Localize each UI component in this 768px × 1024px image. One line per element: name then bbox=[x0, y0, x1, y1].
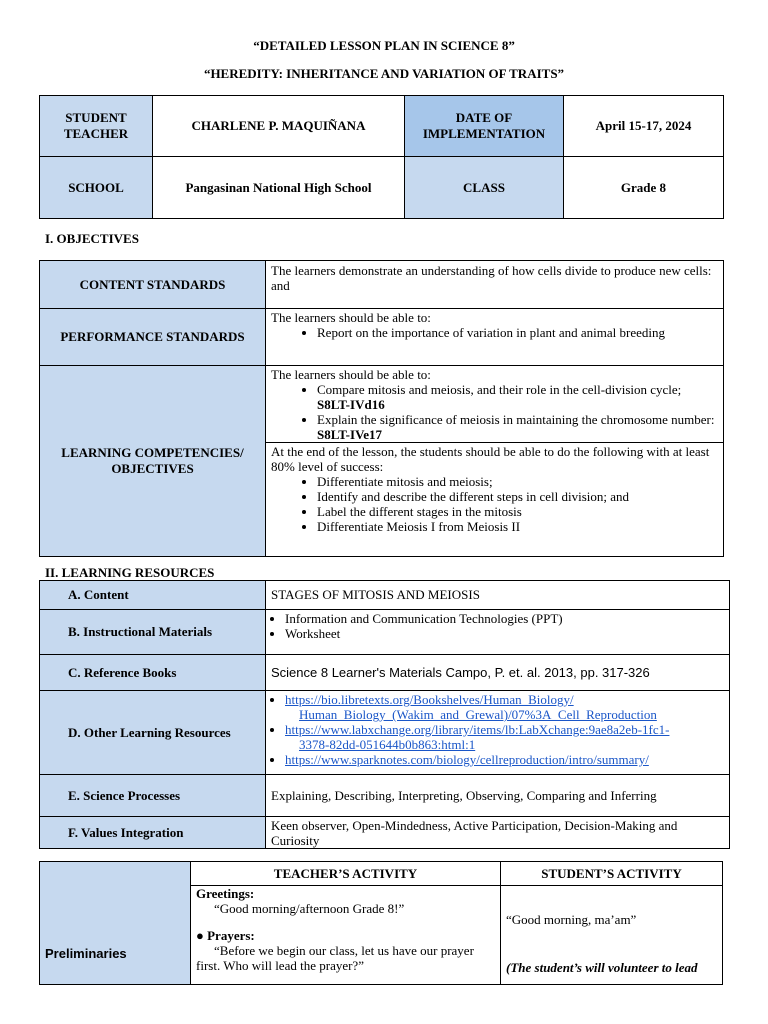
prayers-row bbox=[196, 928, 495, 943]
class-value: Grade 8 bbox=[564, 157, 724, 219]
performance-standards-cell bbox=[266, 309, 724, 366]
competency-code: S8LT-IVe17 bbox=[317, 427, 383, 442]
list-item bbox=[317, 382, 718, 412]
prayers-text: “Before we begin our class, let us have our prayer first. Who will lead the prayer?” bbox=[196, 943, 474, 973]
activity-table bbox=[39, 861, 723, 985]
resources-table bbox=[39, 580, 730, 849]
objectives-table bbox=[39, 260, 724, 557]
list-item bbox=[285, 722, 724, 752]
content-standards-text: The learners demonstrate an understanding of how cells divide to produce new cells: and bbox=[266, 261, 724, 309]
content-value: STAGES OF MITOSIS AND MEIOSIS bbox=[266, 581, 730, 610]
competency-code: S8LT-IVd16 bbox=[317, 397, 385, 412]
resource-link-labxchange[interactable] bbox=[285, 722, 669, 752]
list-item bbox=[317, 412, 718, 442]
link-text: https://bio.libretexts.org/Bookshelves/Human_Biology/ bbox=[285, 692, 574, 707]
bullet-icon: ● bbox=[196, 928, 204, 943]
objectives-heading: I. OBJECTIVES bbox=[45, 231, 139, 246]
books-label: C. Reference Books bbox=[40, 655, 266, 691]
link-text: Human_Biology_(Wakim_and_Grewal)/07%3A_Cell_Reproduction bbox=[299, 707, 657, 722]
document-subtitle: “HEREDITY: INHERITANCE AND VARIATION OF TRAITS” bbox=[203, 66, 565, 81]
resource-link-libretexts[interactable] bbox=[285, 692, 657, 722]
teacher-activity-header: TEACHER’S ACTIVITY bbox=[191, 862, 501, 886]
prayers-label: Prayers: bbox=[207, 928, 255, 943]
processes-label: E. Science Processes bbox=[40, 775, 266, 817]
student-teacher-name: CHARLENE P. MAQUIÑANA bbox=[153, 96, 405, 157]
books-value: Science 8 Learner's Materials Campo, P. et. al. 2013, pp. 317-326 bbox=[266, 655, 730, 691]
info-table bbox=[39, 95, 724, 219]
list-item: • Information and Communication Technologies (PPT) bbox=[285, 611, 724, 626]
objectives-cell bbox=[266, 443, 724, 557]
competencies-intro: The learners should be able to: bbox=[271, 367, 431, 382]
document-title: “DETAILED LESSON PLAN IN SCIENCE 8” bbox=[253, 38, 515, 53]
class-label: CLASS bbox=[405, 157, 564, 219]
other-resources-label: D. Other Learning Resources bbox=[40, 691, 266, 775]
list-item: • Differentiate mitosis and meiosis; bbox=[317, 474, 718, 489]
materials-cell bbox=[266, 610, 730, 655]
greetings-text: “Good morning/afternoon Grade 8!” bbox=[214, 901, 405, 916]
student-activity-cell bbox=[501, 886, 723, 985]
student-teacher-label: STUDENT TEACHER bbox=[40, 96, 153, 157]
list-item: • Worksheet bbox=[285, 626, 724, 641]
objectives-intro: At the end of the lesson, the students should be able to do the following with at least 80% level of success: bbox=[271, 444, 710, 474]
performance-intro: The learners should be able to: bbox=[271, 310, 431, 325]
list-item bbox=[285, 692, 724, 722]
processes-value: Explaining, Describing, Interpreting, Observing, Comparing and Inferring bbox=[266, 775, 730, 817]
preliminaries-cell bbox=[40, 862, 191, 985]
list-item: • Report on the importance of variation in plant and animal breeding bbox=[317, 325, 718, 340]
competencies-cell bbox=[266, 366, 724, 443]
competency-text: Compare mitosis and meiosis, and their role in the cell-division cycle; bbox=[317, 382, 682, 397]
date-label: DATE OF IMPLEMENTATION bbox=[405, 96, 564, 157]
other-resources-cell bbox=[266, 691, 730, 775]
greetings-label: Greetings: bbox=[196, 886, 255, 901]
preliminaries-label: Preliminaries bbox=[45, 945, 127, 961]
list-item: • Identify and describe the different steps in cell division; and bbox=[317, 489, 718, 504]
list-item bbox=[285, 752, 724, 767]
values-value: Keen observer, Open-Mindedness, Active Participation, Decision-Making and Curiosity bbox=[266, 817, 730, 849]
list-item: • Label the different stages in the mitosis bbox=[317, 504, 718, 519]
competencies-label: LEARNING COMPETENCIES/ OBJECTIVES bbox=[40, 366, 266, 557]
date-value: April 15-17, 2024 bbox=[564, 96, 724, 157]
resource-link-sparknotes[interactable]: https://www.sparknotes.com/biology/cellreproduction/intro/summary/ bbox=[285, 752, 649, 767]
materials-label: B. Instructional Materials bbox=[40, 610, 266, 655]
content-label: A. Content bbox=[40, 581, 266, 610]
content-standards-label: CONTENT STANDARDS bbox=[40, 261, 266, 309]
list-item: • Differentiate Meiosis I from Meiosis II bbox=[317, 519, 718, 534]
performance-standards-label: PERFORMANCE STANDARDS bbox=[40, 309, 266, 366]
resources-heading: II. LEARNING RESOURCES bbox=[45, 565, 215, 580]
student-volunteer: (The student’s will volunteer to lead bbox=[506, 960, 698, 975]
school-label: SCHOOL bbox=[40, 157, 153, 219]
link-text: https://www.labxchange.org/library/items/lb:LabXchange:9ae8a2eb-1fc1- bbox=[285, 722, 670, 737]
student-greeting: “Good morning, ma’am” bbox=[506, 912, 637, 927]
school-value: Pangasinan National High School bbox=[153, 157, 405, 219]
competency-text: Explain the significance of meiosis in maintaining the chromosome number: bbox=[317, 412, 715, 427]
student-activity-header: STUDENT’S ACTIVITY bbox=[501, 862, 723, 886]
teacher-activity-cell bbox=[191, 886, 501, 985]
values-label: F. Values Integration bbox=[40, 817, 266, 849]
link-text: 3378-82dd-051644b0b863:html:1 bbox=[299, 737, 476, 752]
